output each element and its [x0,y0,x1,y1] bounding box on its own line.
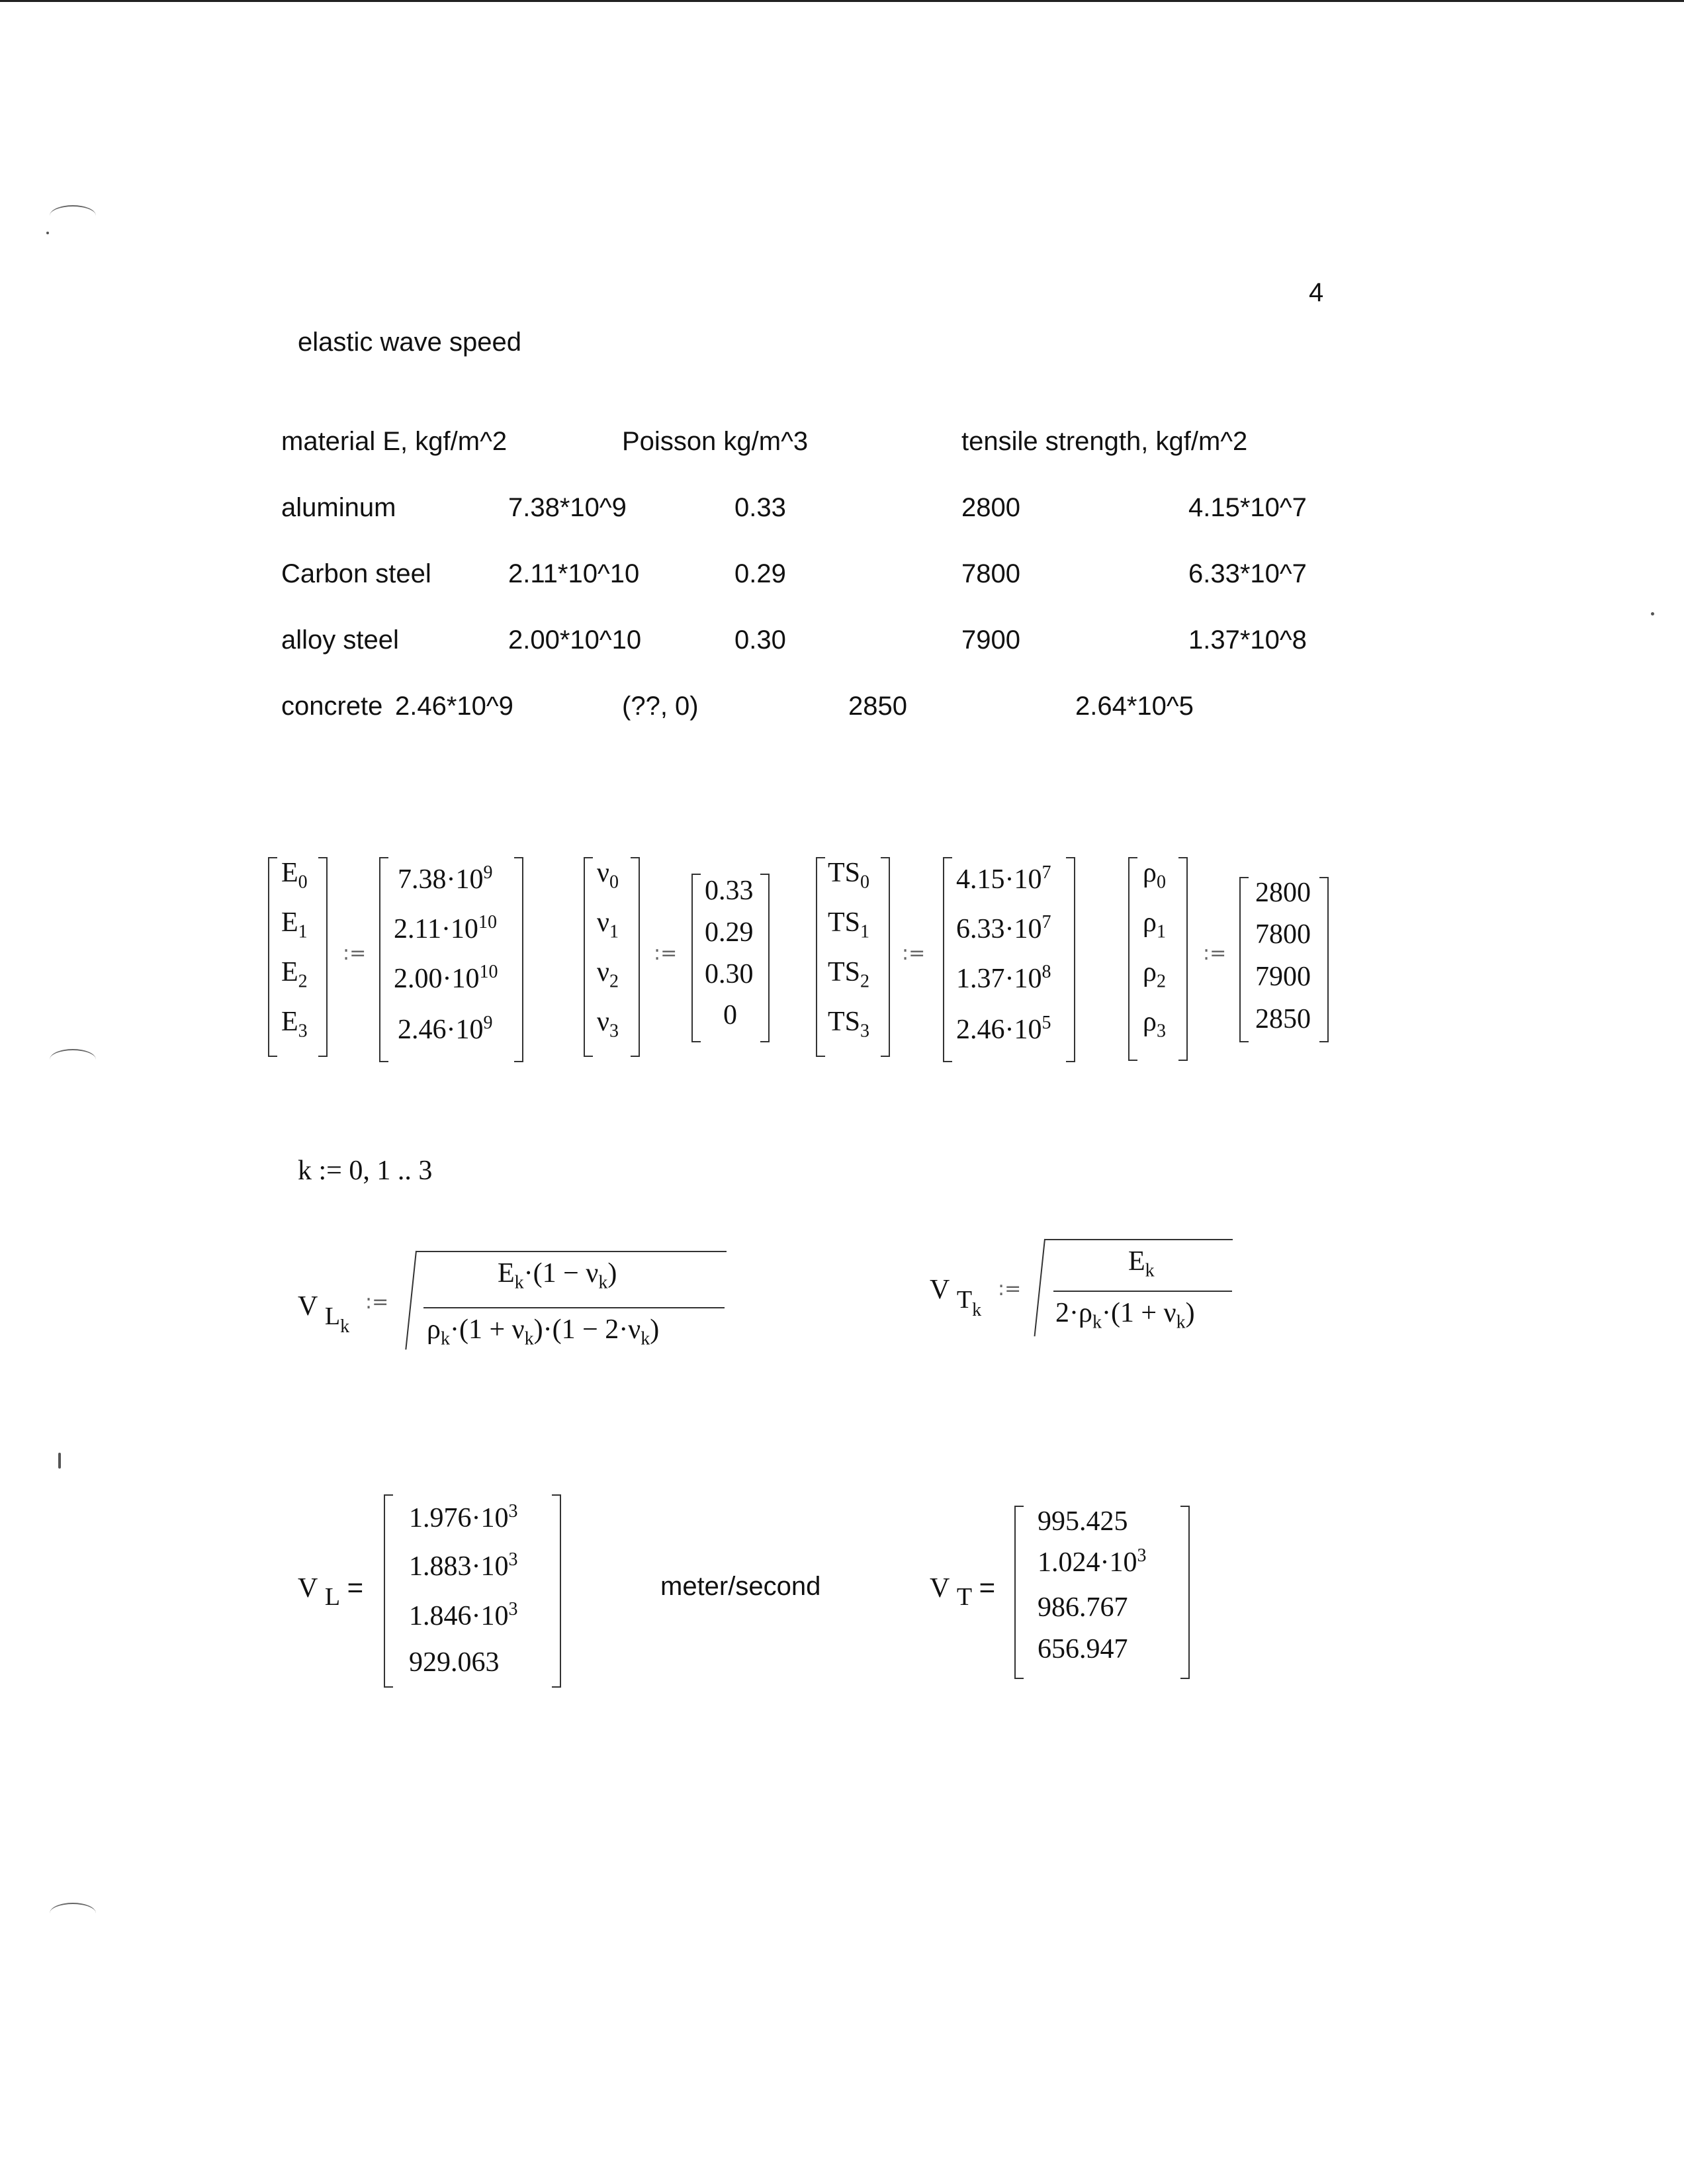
cell-density: 7900 [961,625,1020,655]
cell-poisson: 0.33 [734,493,786,522]
matrix-VT-results: 995.425 $1.024\cdot 10^3$ 986.767 656.947 [1014,1506,1190,1679]
cell-tensile: 6.33*10^7 [1188,559,1307,588]
page-number: 4 [1309,278,1324,307]
scan-mark [50,1903,96,1924]
radical-bar [1044,1239,1233,1240]
matrix-TS-values: $4.15\cdot 10^7$ $6.33\cdot 10^7$ $1.37\cdot 10^8$ $2.46\cdot 10^5$ [943,857,1075,1062]
cell-density: 2850 [848,692,907,721]
top-border-line [0,0,1684,2]
cell-tensile: 4.15*10^7 [1188,493,1307,522]
matrix-TS-symbols: $TS_0$ $TS_1$ $TS_2$ $TS_3$ [816,857,890,1057]
cell-material: Carbon steel [281,559,431,588]
radical-bar [416,1251,727,1252]
scan-mark [50,1049,96,1070]
cell-E: 2.00*10^10 [508,625,642,655]
cell-poisson: 0.29 [734,559,786,588]
matrix-rho-values: 2800 7800 7900 2850 [1239,877,1329,1042]
range-definition: k := 0, 1 .. 3 [298,1156,433,1186]
page-title: elastic wave speed [298,328,521,357]
cell-tensile: 2.64*10^5 [1075,692,1194,721]
radical-sign [1034,1239,1045,1336]
matrix-E-symbols: $E_0$ $E_1$ $E_2$ $E_3$ [268,857,328,1057]
scan-speck [1651,612,1654,615]
cell-E: 2.46*10^9 [395,692,513,721]
assign-operator: := [998,1277,1022,1300]
cell-E: 2.11*10^10 [508,559,640,588]
cell-poisson: (??, 0) [622,692,699,721]
result-VL-label: V L = [298,1572,364,1611]
formula-VT-lhs: V $T_k$ [930,1275,982,1320]
cell-material: alloy steel [281,625,399,655]
matrix-E-values: $7.38\cdot 10^9$ $2.11\cdot 10^{10}$ $2.00\cdot 10^{10}$ $2.46\cdot 10^9$ [379,857,523,1062]
matrix-rho-symbols: $\rho_0$ $\rho_1$ $\rho_2$ $\rho_3$ [1128,857,1188,1061]
cell-poisson: 0.30 [734,625,786,655]
formula-VT-denominator: $2\cdot\rho_k\cdot(1 + \nu_k)$ [1055,1298,1195,1333]
cell-density: 2800 [961,493,1020,522]
units-label: meter/second [660,1572,821,1601]
formula-VL-numerator: $E_k\cdot(1 - \nu_k)$ [498,1258,617,1293]
scan-speck [58,1453,61,1469]
formula-VT-numerator: $E_k$ [1128,1246,1155,1281]
scan-speck [46,232,49,234]
matrix-VL-results: $1.976\cdot 10^3$ $1.883\cdot 10^3$ $1.846\cdot 10^3$ 929.063 [384,1494,561,1688]
assign-operator: := [902,942,926,965]
cell-material: aluminum [281,493,396,522]
formula-VL-lhs: V $L_k$ [298,1291,350,1337]
cell-material: concrete [281,692,383,721]
fraction-line [1053,1291,1232,1292]
radical-sign [405,1251,417,1349]
table-header-poisson-density: Poisson kg/m^3 [622,427,809,456]
scan-mark [50,205,96,226]
cell-tensile: 1.37*10^8 [1188,625,1307,655]
formula-VL-denominator: $\rho_k\cdot(1 + \nu_k)\cdot(1 - 2\cdot\nu_k)$ [427,1314,660,1349]
table-header-tensile-strength: tensile strength, kgf/m^2 [961,427,1248,456]
assign-operator: := [343,942,367,965]
assign-operator: := [1203,942,1227,965]
assign-operator: := [654,942,678,965]
assign-operator: := [365,1291,389,1314]
cell-density: 7800 [961,559,1020,588]
table-header-material-E: material E, kgf/m^2 [281,427,508,456]
matrix-nu-values: 0.33 0.29 0.30 0 [691,874,770,1042]
matrix-nu-symbols: $\nu_0$ $\nu_1$ $\nu_2$ $\nu_3$ [584,857,640,1057]
cell-E: 7.38*10^9 [508,493,627,522]
fraction-line [423,1307,725,1308]
result-VT-label: V T = [930,1572,996,1611]
